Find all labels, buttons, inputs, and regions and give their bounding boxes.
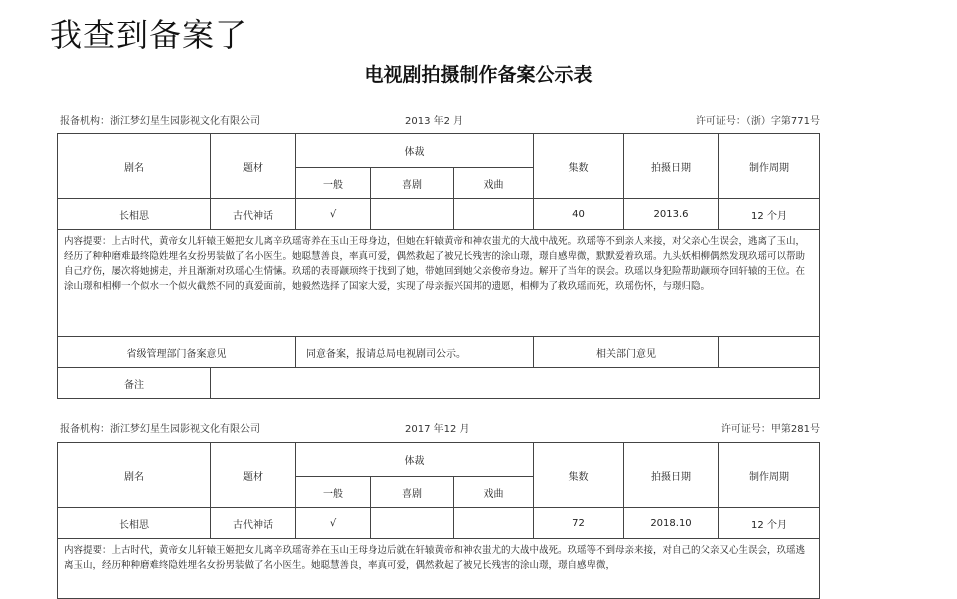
- provincial-opinion-label: 省级管理部门备案意见: [58, 337, 296, 368]
- header-production-cycle: 制作周期: [719, 443, 820, 508]
- header-style-comedy: 喜剧: [371, 477, 454, 508]
- filing-organization: 报备机构：浙江梦幻星生园影视文化有限公司: [60, 116, 260, 127]
- license-number: 许可证号：甲第281号: [720, 424, 820, 435]
- synopsis: 内容提要：上古时代，黄帝女儿轩辕王姬把女儿离辛玖瑶寄养在玉山王母身边，但她在轩辕黄帝和神农蚩尤的大战中战死。玖瑶等不到亲人来接，对父亲心生误会，逃离了玉山，经历了种种磨难最终隐姓埋名女扮男装做了名小医生。她聪慧善良，率真可爱，偶然救起了被兄长残害的涂山璟，璟自感卑微，默默爱着玖瑶。九头妖相柳偶然发现玖瑶可以帮助自己疗伤，屡次将她掳走，并且渐渐对玖瑶心生情愫。玖瑶的表哥颛顼终于找到了她，带她回到她父亲俊帝身边。解开了当年的误会。玖瑶以身犯险帮助颛顼夺回轩辕的王位。在涂山璟和相柳一个似水一个似火截然不同的真爱面前，她毅然选择了国家大爱，实现了母亲振兴国邦的遗愿，相柳为了救玖瑶而死，玖瑶伤怀，与璟归隐。: [58, 230, 820, 337]
- header-episodes: 集数: [534, 443, 624, 508]
- style-general-check: √: [296, 199, 371, 230]
- header-style-comedy: 喜剧: [371, 168, 454, 199]
- drama-name: 长相思: [58, 508, 211, 539]
- page-heading: 我查到备案了: [50, 16, 249, 54]
- production-cycle: 12 个月: [719, 199, 820, 230]
- record-1-info-line: [60, 112, 820, 128]
- header-style: 体裁: [296, 443, 534, 477]
- style-comedy-cell: [371, 199, 454, 230]
- drama-name: 长相思: [58, 199, 211, 230]
- license-number: 许可证号：（浙）字第771号: [695, 116, 820, 127]
- header-style-opera: 戏曲: [454, 168, 534, 199]
- filing-date: 2013 年2 月: [405, 116, 464, 127]
- record-2-table: [57, 442, 820, 599]
- record-1-table: [57, 133, 820, 399]
- header-shoot-date: 拍摄日期: [624, 134, 719, 199]
- related-dept-value: [719, 337, 820, 368]
- filing-organization: 报备机构：浙江梦幻星生园影视文化有限公司: [60, 424, 260, 435]
- production-cycle: 12 个月: [719, 508, 820, 539]
- header-production-cycle: 制作周期: [719, 134, 820, 199]
- drama-genre: 古代神话: [211, 508, 296, 539]
- remark-label: 备注: [58, 368, 211, 399]
- drama-genre: 古代神话: [211, 199, 296, 230]
- episode-count: 72: [534, 508, 624, 539]
- header-style-opera: 戏曲: [454, 477, 534, 508]
- header-drama-name: 剧名: [58, 443, 211, 508]
- style-comedy-cell: [371, 508, 454, 539]
- synopsis: 内容提要：上古时代，黄帝女儿轩辕王姬把女儿离辛玖瑶寄养在玉山王母身边后就在轩辕黄帝和神农蚩尤的大战中战死。玖瑶等不到母亲来接，对自己的父亲又心生误会，玖瑶逃离玉山，经历种种磨难终隐姓埋名女扮男装做了名小医生。她聪慧善良，率真可爱，偶然救起了被兄长残害的涂山璟，璟自感卑微，: [58, 539, 820, 599]
- header-episodes: 集数: [534, 134, 624, 199]
- header-genre: 题材: [211, 134, 296, 199]
- document-title: 电视剧拍摄制作备案公示表: [364, 64, 593, 86]
- related-dept-label: 相关部门意见: [534, 337, 719, 368]
- style-opera-cell: [454, 199, 534, 230]
- style-general-check: √: [296, 508, 371, 539]
- header-style: 体裁: [296, 134, 534, 168]
- header-style-general: 一般: [296, 477, 371, 508]
- provincial-opinion-value: 同意备案，报请总局电视剧司公示。: [296, 337, 534, 368]
- remark-value: [211, 368, 820, 399]
- header-shoot-date: 拍摄日期: [624, 443, 719, 508]
- shoot-date: 2013.6: [624, 199, 719, 230]
- episode-count: 40: [534, 199, 624, 230]
- header-style-general: 一般: [296, 168, 371, 199]
- style-opera-cell: [454, 508, 534, 539]
- filing-date: 2017 年12 月: [405, 424, 470, 435]
- record-2-info-line: [60, 420, 820, 436]
- shoot-date: 2018.10: [624, 508, 719, 539]
- header-genre: 题材: [211, 443, 296, 508]
- header-drama-name: 剧名: [58, 134, 211, 199]
